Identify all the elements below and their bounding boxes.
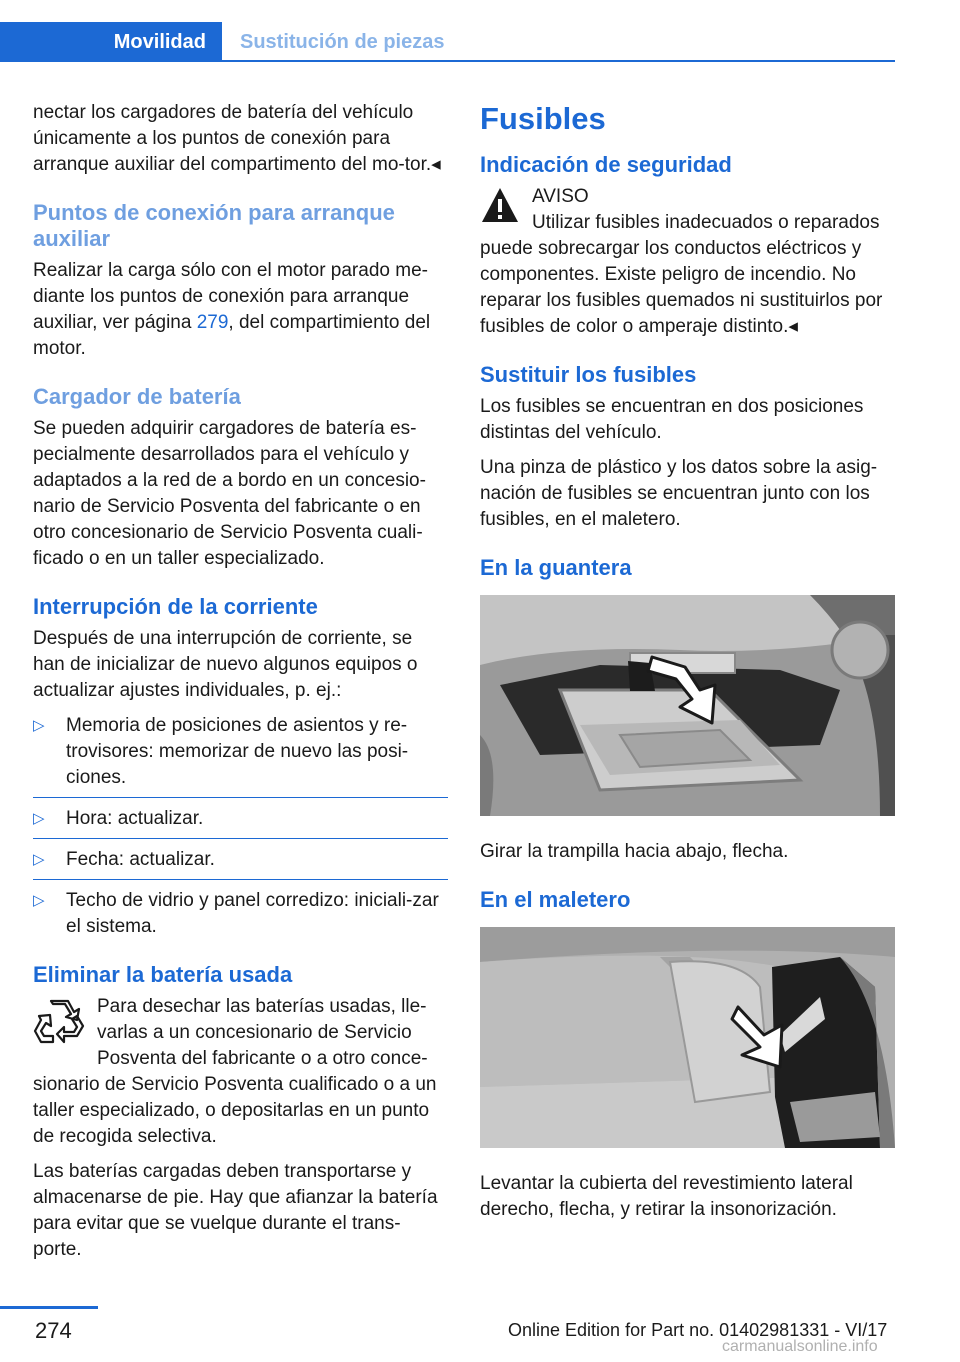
charger-heading: Cargador de batería xyxy=(33,384,241,409)
disposal-heading: Eliminar la batería usada xyxy=(33,962,293,987)
glovebox-caption: Girar la trampilla hacia abajo, flecha. xyxy=(480,841,789,862)
recycle-icon xyxy=(33,996,85,1048)
trunk-caption: Levantar la cubierta del revestimiento lateral derecho, flecha, y retirar la insonorización. xyxy=(480,1173,853,1220)
list-item: ▷ Memoria de posiciones de asientos y re‐trovisores: memorizar de nuevo las posi‐ciones. xyxy=(33,715,409,788)
page-header xyxy=(0,22,895,62)
list-item: ▷ Hora: actualizar. xyxy=(33,806,448,832)
footer-rule xyxy=(0,1306,98,1309)
left-column xyxy=(33,100,448,1272)
page-reference-link[interactable]: 279 xyxy=(196,312,229,333)
page-number: 274 xyxy=(35,1318,72,1343)
list-divider xyxy=(33,797,448,798)
triangle-bullet-icon: ▷ xyxy=(33,851,45,868)
right-column xyxy=(480,100,895,1232)
jump-start-paragraph: Realizar la carga sólo con el motor parado me‐diante los puntos de conexión para arranque auxiliar, ver página 279, del compartimiento del motor. xyxy=(33,260,431,359)
disposal-paragraph-2: Las baterías cargadas deben transportarse y almacenarse de pie. Hay que afianzar la batería para evitar que se vuelque durante el trans‐porte. xyxy=(33,1161,438,1260)
safety-warning-block xyxy=(480,184,895,340)
replace-paragraph-1: Los fusibles se encuentran en dos posiciones distintas del vehículo. xyxy=(480,396,864,443)
intro-paragraph: nectar los cargadores de batería del vehículo únicamente a los puntos de conexión para arranque auxiliar del compartimento del mo‐tor.◂ xyxy=(33,102,441,175)
safety-heading: Indicación de seguridad xyxy=(480,152,732,177)
watermark: carmanualsonline.info xyxy=(722,1338,878,1355)
replace-fuses-heading: Sustituir los fusibles xyxy=(480,362,697,387)
trunk-fuse-photo xyxy=(480,927,895,1148)
triangle-bullet-icon: ▷ xyxy=(33,717,45,734)
interruption-heading: Interrupción de la corriente xyxy=(33,594,318,619)
glovebox-fuse-photo xyxy=(480,595,895,816)
list-item: ▷ Fecha: actualizar. xyxy=(33,847,448,873)
replace-paragraph-2: Una pinza de plástico y los datos sobre la asig‐nación de fusibles se encuentran junto con los fusibles, en el maletero. xyxy=(480,457,878,530)
section-tab: Movilidad xyxy=(0,22,222,62)
triangle-bullet-icon: ▷ xyxy=(33,810,45,827)
interruption-paragraph: Después de una interrupción de corriente, se han de inicializar de nuevo algunos equipos o actualizar ajustes individuales, p. ej.: xyxy=(33,628,418,701)
warning-triangle-icon xyxy=(480,186,520,226)
fuses-title: Fusibles xyxy=(480,101,606,136)
warning-text: Utilizar fusibles inadecuados o reparados puede sobrecargar los conductos eléctricos y componentes. Existe peligro de incendio. No reparar los fusibles quemados ni sustituirlos por fusibles de color o amperaje distinto.◂ xyxy=(480,212,883,337)
glovebox-heading: En la guantera xyxy=(480,555,632,580)
subsection-tab: Sustitución de piezas xyxy=(240,31,445,53)
header-rule xyxy=(222,60,895,62)
trunk-heading: En el maletero xyxy=(480,887,631,912)
jump-start-heading: Puntos de conexión para arranque auxiliar xyxy=(33,200,395,251)
charger-paragraph: Se pueden adquirir cargadores de batería es‐pecialmente desarrollados para el vehículo y adaptados a la red de a bordo en un concesio‐nario de Servicio Posventa del fabricante o en otro concesionario de Servicio Posventa cuali‐ficado o en un taller especializado. xyxy=(33,418,426,569)
disposal-paragraph-1: Para desechar las baterías usadas, lle‐varlas a un concesionario de Servicio Posventa del fabricante o a otro conce‐sionario de Servicio Posventa cualificado o a un taller especializado, o depositarlas en un punto de recogida selectiva. xyxy=(33,996,437,1147)
interruption-list xyxy=(33,713,448,940)
disposal-block xyxy=(33,994,448,1150)
list-divider xyxy=(33,879,448,880)
triangle-bullet-icon: ▷ xyxy=(33,892,45,909)
edition-text: Online Edition for Part no. 01402981331 - VI/17 xyxy=(508,1320,888,1340)
list-divider xyxy=(33,838,448,839)
warning-label: AVISO xyxy=(532,186,589,207)
list-item: ▷ Techo de vidrio y panel corredizo: iniciali‐zar el sistema. xyxy=(33,890,439,937)
